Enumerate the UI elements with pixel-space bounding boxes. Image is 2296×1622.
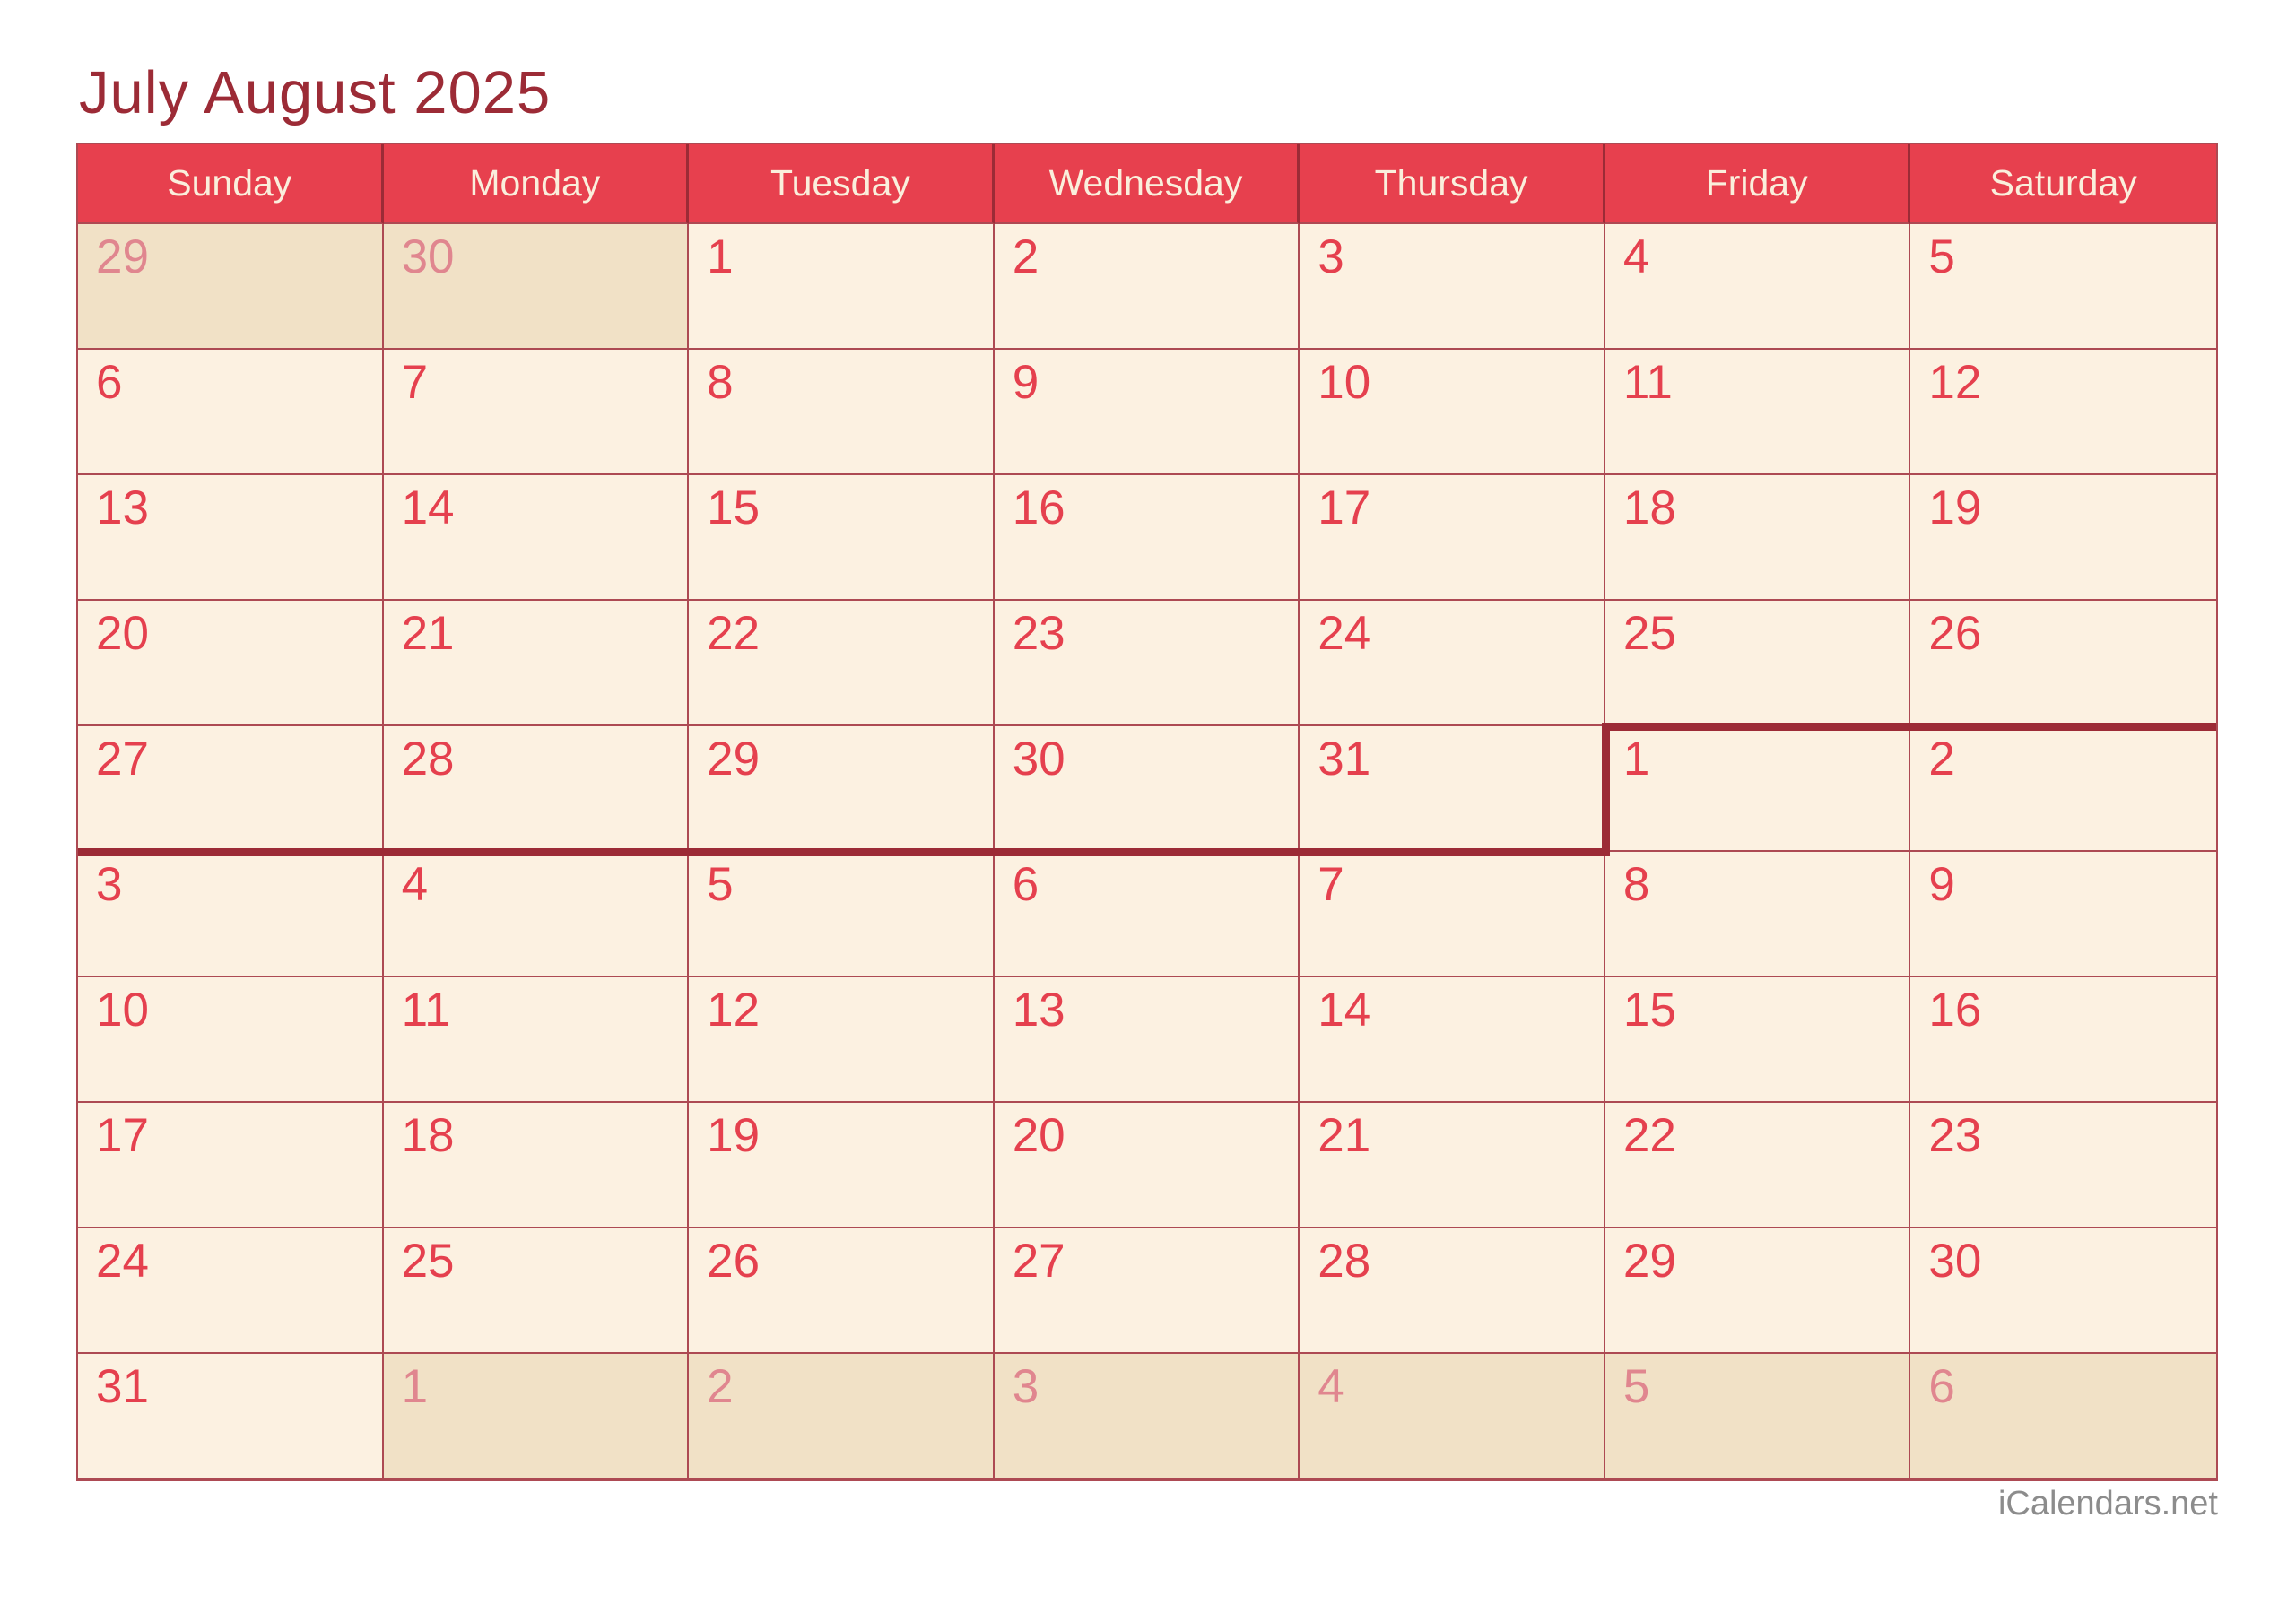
day-number: 29 — [96, 230, 149, 283]
day-cell — [995, 852, 1300, 977]
day-cell — [78, 852, 384, 977]
day-number: 29 — [707, 733, 761, 785]
day-number: 14 — [401, 481, 455, 534]
day-number: 30 — [1928, 1235, 1982, 1288]
day-cell — [995, 726, 1300, 852]
day-cell — [1910, 224, 2216, 350]
calendar-table — [76, 143, 2218, 1481]
weekday-header-saturday: Saturday — [1910, 144, 2216, 224]
weekday-header-monday: Monday — [384, 144, 690, 224]
calendar-week-row — [78, 1228, 2216, 1354]
day-cell — [78, 1103, 384, 1228]
day-cell — [384, 1228, 690, 1354]
day-cell — [1910, 1228, 2216, 1354]
day-number: 19 — [707, 1109, 761, 1162]
day-number: 1 — [707, 230, 734, 283]
day-cell — [995, 1103, 1300, 1228]
day-number: 15 — [707, 481, 761, 534]
day-cell — [995, 1354, 1300, 1479]
day-cell — [1605, 224, 1911, 350]
day-number: 5 — [1928, 230, 1955, 283]
day-cell — [384, 726, 690, 852]
day-cell — [384, 852, 690, 977]
day-cell — [1605, 1228, 1911, 1354]
day-number: 18 — [1622, 481, 1676, 534]
day-number: 7 — [401, 356, 429, 409]
day-cell — [78, 726, 384, 852]
day-cell — [384, 350, 690, 475]
day-number: 6 — [1012, 858, 1039, 911]
day-cell — [78, 475, 384, 601]
calendar-week-row — [78, 1354, 2216, 1479]
day-cell — [1605, 852, 1911, 977]
day-cell — [689, 475, 995, 601]
day-number: 29 — [1622, 1235, 1676, 1288]
day-cell — [78, 1228, 384, 1354]
day-cell — [78, 601, 384, 726]
day-number: 2 — [1928, 733, 1955, 785]
day-number: 11 — [401, 984, 451, 1037]
day-cell — [689, 224, 995, 350]
day-number: 17 — [1318, 481, 1371, 534]
day-cell — [384, 977, 690, 1103]
day-cell — [384, 1103, 690, 1228]
day-cell — [1300, 475, 1605, 601]
day-number: 23 — [1012, 607, 1065, 660]
day-number: 18 — [401, 1109, 455, 1162]
day-cell — [384, 224, 690, 350]
day-number: 3 — [96, 858, 123, 911]
day-cell — [384, 1354, 690, 1479]
calendar-week-row — [78, 1103, 2216, 1228]
day-number: 9 — [1012, 356, 1039, 409]
day-number: 26 — [1928, 607, 1982, 660]
month-separator-top-segment — [1605, 723, 2216, 731]
day-cell — [78, 224, 384, 350]
day-number: 26 — [707, 1235, 761, 1288]
day-number: 20 — [96, 607, 149, 660]
day-cell — [1910, 1354, 2216, 1479]
day-cell — [78, 350, 384, 475]
day-cell — [1605, 1354, 1911, 1479]
day-number: 3 — [1012, 1360, 1039, 1413]
day-number: 25 — [401, 1235, 455, 1288]
day-number: 23 — [1928, 1109, 1982, 1162]
day-number: 27 — [96, 733, 149, 785]
day-number: 19 — [1928, 481, 1982, 534]
day-number: 24 — [96, 1235, 149, 1288]
day-number: 12 — [1928, 356, 1982, 409]
day-cell — [1910, 350, 2216, 475]
day-cell — [1605, 726, 1911, 852]
day-cell — [1300, 1103, 1605, 1228]
day-number: 5 — [1622, 1360, 1650, 1413]
day-number: 31 — [1318, 733, 1371, 785]
weekday-header-row — [78, 144, 2216, 224]
day-number: 7 — [1318, 858, 1344, 911]
day-number: 6 — [96, 356, 123, 409]
month-separator-vertical-segment — [1602, 723, 1610, 856]
day-cell — [1910, 852, 2216, 977]
day-number: 1 — [1622, 733, 1650, 785]
day-number: 11 — [1622, 356, 1673, 409]
day-cell — [689, 977, 995, 1103]
day-number: 8 — [1622, 858, 1650, 911]
day-number: 30 — [1012, 733, 1065, 785]
day-number: 28 — [401, 733, 455, 785]
day-cell — [1300, 977, 1605, 1103]
day-cell — [995, 977, 1300, 1103]
day-cell — [1300, 1354, 1605, 1479]
day-number: 16 — [1012, 481, 1065, 534]
day-number: 10 — [1318, 356, 1371, 409]
day-number: 24 — [1318, 607, 1371, 660]
day-number: 2 — [707, 1360, 734, 1413]
day-cell — [1910, 601, 2216, 726]
day-number: 30 — [401, 230, 455, 283]
calendar-week-row — [78, 726, 2216, 852]
calendar-week-row — [78, 350, 2216, 475]
day-cell — [1605, 475, 1911, 601]
day-cell — [78, 977, 384, 1103]
day-cell — [689, 601, 995, 726]
day-cell — [1300, 852, 1605, 977]
day-cell — [689, 852, 995, 977]
day-cell — [995, 475, 1300, 601]
day-number: 22 — [707, 607, 761, 660]
day-cell — [689, 1228, 995, 1354]
day-number: 22 — [1622, 1109, 1676, 1162]
day-number: 3 — [1318, 230, 1344, 283]
day-number: 25 — [1622, 607, 1676, 660]
day-number: 14 — [1318, 984, 1371, 1037]
day-cell — [689, 1103, 995, 1228]
day-number: 27 — [1012, 1235, 1065, 1288]
weekday-header-sunday: Sunday — [78, 144, 384, 224]
day-cell — [689, 350, 995, 475]
weekday-header-wednesday: Wednesday — [995, 144, 1300, 224]
day-cell — [1300, 1228, 1605, 1354]
day-number: 10 — [96, 984, 149, 1037]
day-number: 8 — [707, 356, 734, 409]
day-cell — [1605, 1103, 1911, 1228]
day-cell — [384, 475, 690, 601]
weekday-header-friday: Friday — [1605, 144, 1911, 224]
day-number: 4 — [1318, 1360, 1344, 1413]
day-number: 31 — [96, 1360, 149, 1413]
day-cell — [78, 1354, 384, 1479]
day-cell — [1300, 224, 1605, 350]
day-number: 9 — [1928, 858, 1955, 911]
day-number: 21 — [1318, 1109, 1371, 1162]
day-cell — [1605, 350, 1911, 475]
calendar-week-row — [78, 475, 2216, 601]
day-cell — [1910, 977, 2216, 1103]
day-cell — [1605, 601, 1911, 726]
calendar-week-row — [78, 852, 2216, 977]
day-cell — [689, 726, 995, 852]
day-cell — [1605, 977, 1911, 1103]
weekday-header-thursday: Thursday — [1300, 144, 1605, 224]
day-number: 4 — [401, 858, 429, 911]
day-cell — [1910, 475, 2216, 601]
day-number: 16 — [1928, 984, 1982, 1037]
day-cell — [995, 224, 1300, 350]
day-number: 2 — [1012, 230, 1039, 283]
day-cell — [1910, 1103, 2216, 1228]
day-number: 6 — [1928, 1360, 1955, 1413]
day-cell — [384, 601, 690, 726]
day-number: 17 — [96, 1109, 149, 1162]
day-number: 13 — [96, 481, 149, 534]
day-number: 12 — [707, 984, 761, 1037]
day-number: 4 — [1622, 230, 1650, 283]
day-cell — [1300, 726, 1605, 852]
day-number: 20 — [1012, 1109, 1065, 1162]
day-cell — [689, 1354, 995, 1479]
month-separator-bottom-segment — [78, 848, 1610, 856]
day-number: 1 — [401, 1360, 429, 1413]
day-cell — [995, 601, 1300, 726]
day-number: 13 — [1012, 984, 1065, 1037]
day-cell — [1300, 350, 1605, 475]
day-cell — [1300, 601, 1605, 726]
day-number: 15 — [1622, 984, 1676, 1037]
calendar-week-row — [78, 224, 2216, 350]
day-cell — [995, 350, 1300, 475]
day-number: 5 — [707, 858, 734, 911]
footer-credit-link[interactable]: iCalendars.net — [1997, 1485, 2218, 1522]
weekday-header-tuesday: Tuesday — [689, 144, 995, 224]
day-cell — [1910, 726, 2216, 852]
calendar-week-row — [78, 977, 2216, 1103]
day-number: 21 — [401, 607, 455, 660]
calendar-week-row — [78, 601, 2216, 726]
page-title: July August 2025 — [79, 59, 552, 126]
day-cell — [995, 1228, 1300, 1354]
day-number: 28 — [1318, 1235, 1371, 1288]
